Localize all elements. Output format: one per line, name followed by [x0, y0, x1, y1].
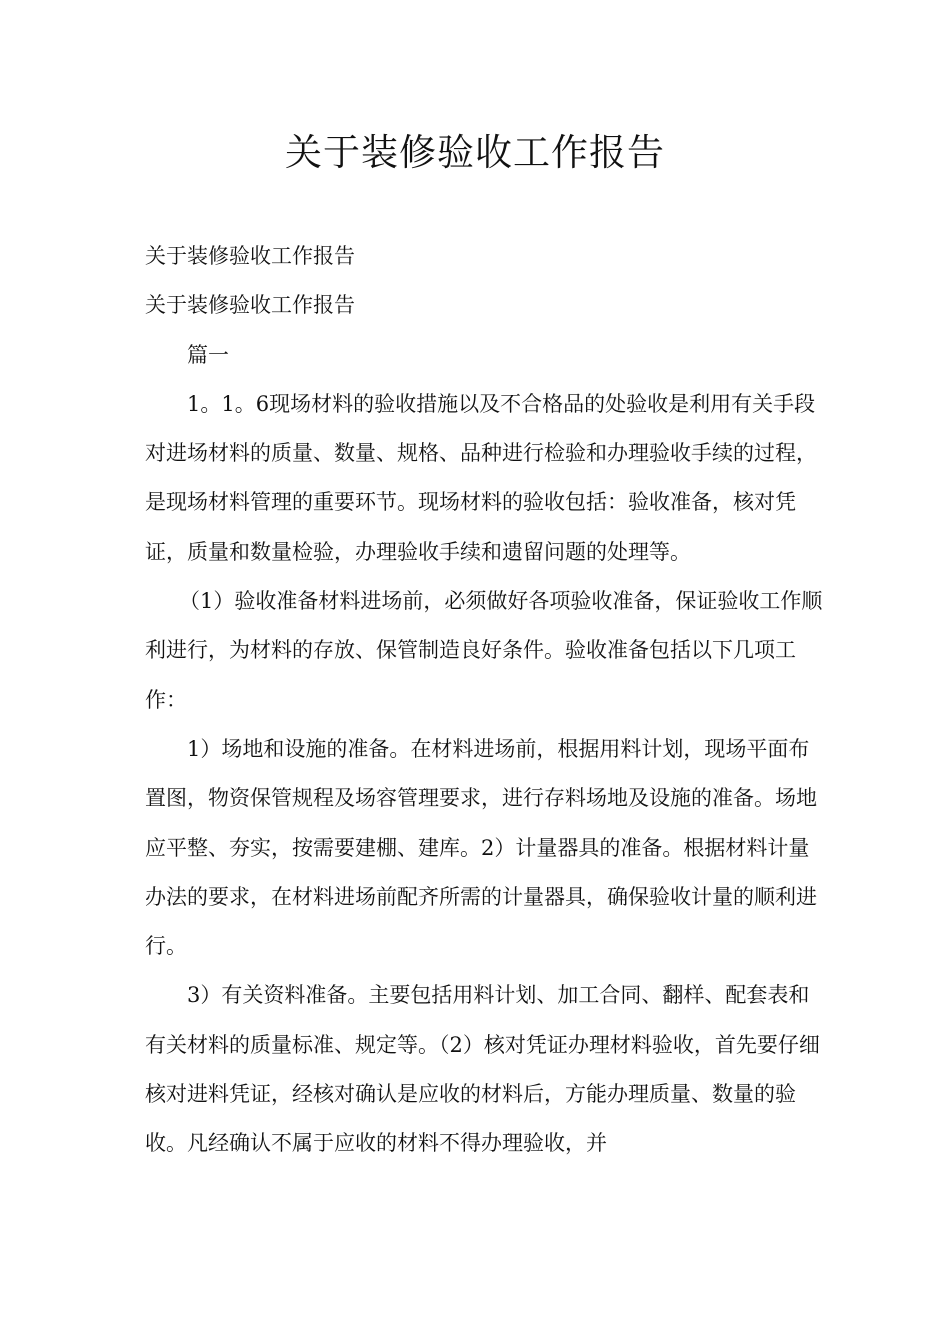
- paragraph-intro: 1。1。6现场材料的验收措施以及不合格品的处验收是利用有关手段对进场材料的质量、数量、规格、品种进行检验和办理验收手续的过程，是现场材料管理的重要环节。现场材料的验收包括：验收准备，核对凭证，质量和数量检验，办理验收手续和遗留问题的处理等。: [145, 391, 817, 564]
- paragraph-site-prep: 1）场地和设施的准备。在材料进场前，根据用料计划，现场平面布置图，物资保管规程及场容管理要求，进行存料场地及设施的准备。场地应平整、夯实，按需要建棚、建库。2）计量器具的准备。根据材料计量办法的要求，在材料进场前配齐所需的计量器具，确保验收计量的顺利进行。: [145, 736, 817, 959]
- paragraph-heading-2: 关于装修验收工作报告: [145, 293, 355, 318]
- document-body: [145, 232, 825, 1169]
- paragraph-documents-prep: 3）有关资料准备。主要包括用料计划、加工合同、翻样、配套表和有关材料的质量标准、规定等。（2）核对凭证办理材料验收，首先要仔细核对进料凭证，经核对确认是应收的材料后，方能办理质量、数量的验收。凡经确认不属于应收的材料不得办理验收，并: [145, 983, 820, 1156]
- document-title: 关于装修验收工作报告: [285, 131, 665, 174]
- paragraph-heading-1: 关于装修验收工作报告: [145, 244, 355, 268]
- paragraph-acceptance-prep: （1）验收准备材料进场前，必须做好各项验收准备，保证验收工作顺利进行，为材料的存放、保管制造良好条件。验收准备包括以下几项工作：: [145, 589, 823, 712]
- section-label: 篇一: [187, 342, 229, 367]
